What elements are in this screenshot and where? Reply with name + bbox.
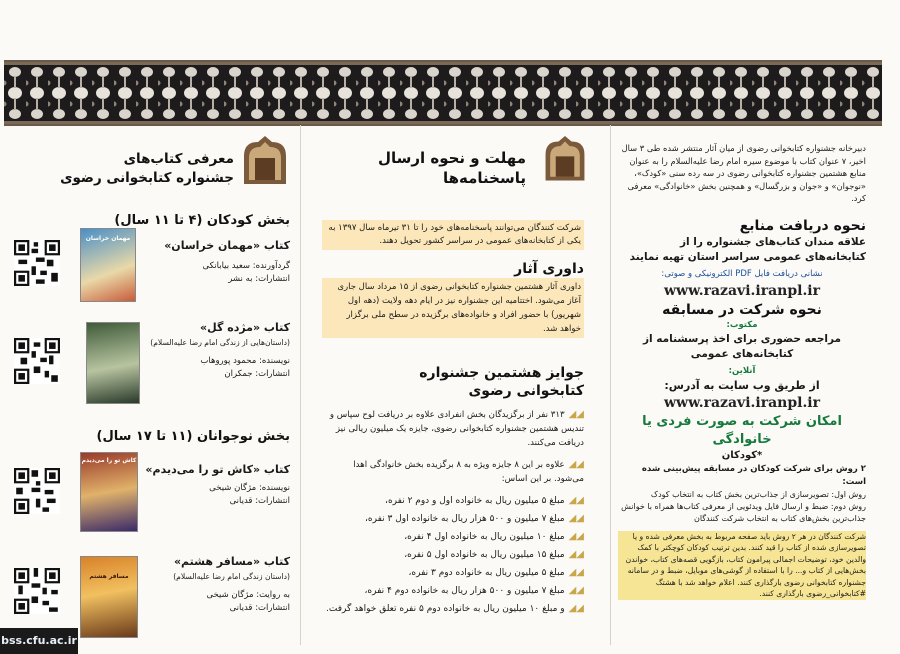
book-4-subtitle: (داستان زندگی امام رضا علیه‌السلام) [173,572,290,581]
book-4-meta-2: انتشارات: قدیانی [229,603,290,613]
bullet-icon: ◢◢ [568,495,584,506]
website-link-1[interactable]: www.razavi.iranpl.ir [663,282,821,299]
kids-highlight: شرکت کنندگان در هر ۲ روش باید صفحه مربوط به بخش معرفی شده و یا تصویرسازی شده از کتاب را قید کنند. بدین ترتیب کودکان کوچکتر با کمک والدین خود، توضیحات اجمالی پیرامون کتاب، بازگویی قصه‌های کتاب، خواندن بخش‌هایی از کتاب و... را با استفاده از گوشی‌های موبایل، ضبط و در سامانه جشنواره کتابخوانی رضوی بارگذاری کنند. اعلام خواهد شد با هشتگ #کتابخوانی_رضوی بارگذاری کنند. [618,531,866,600]
book-3-info [120,462,290,508]
bullet-icon: ◢◢ [568,603,584,614]
written-label: مکتوب: [726,319,758,330]
decorative-emblem-icon [540,136,590,186]
kids-section-title: بخش کودکان (۴ تا ۱۱ سال) [114,213,290,228]
sources-text: علاقه مندان کتاب‌های جشنواره را از کتابخانه‌های عمومی سراسر استان تهیه نمایند [629,235,866,263]
book-2-meta-1: نویسنده: محمود پوروهاب [200,356,290,366]
bullet-icon: ◢◢ [568,513,584,524]
qr-code-icon [14,468,60,514]
book-3-title: کتاب «کاش تو را می‌دیدم» [145,463,290,476]
kids-text-1: ۲ روش برای شرکت کودکان در مسابقه پیش‌بینی شده است: [641,463,866,487]
qr-code-icon [14,568,60,614]
intro-text: دبیرخانه جشنواره کتابخوانی رضوی از میان آثار منتشر شده طی ۳ سال اخیر، ۷ عنوان کتاب با موضوع سیره امام رضا علیه‌السلام را به عنوان منابع هشتمین جشنواره کتابخوانی رضوی در سه رده سنی «کودک»، «نوجوان» و «جوان و بزرگسال» و همچنین بخش «خانوادگی» معرفی کرد. [621,143,866,203]
prizes-paragraph-1-text: ۳۱۳ نفر از برگزیدگان بخش انفرادی علاوه بر دریافت لوح سپاس و تندیس هشتمین جشنواره کتابخوانی رضوی، جایزه یک میلیون ریالی نیز دریافت می‌کنند. [329,410,584,448]
left-column [10,128,290,613]
ornament-pattern [4,62,882,124]
left-title-line-1: معرفی کتاب‌های [123,151,234,167]
decorative-emblem-icon [238,136,292,190]
bullet-icon: ◢◢ [568,531,584,542]
column-divider [610,125,611,645]
book-cover-mozhdeh-gol [86,322,140,404]
prizes-title-line-1: جوایز هشتمین جشنواره [419,365,584,381]
right-column [618,142,866,600]
list-item: ◢◢مبلغ ۱۵ میلیون ریال به خانواده اول ۵ نفره، [404,549,584,560]
book-1-title: کتاب «مهمان خراسان» [164,239,290,252]
bullet-icon: ◢◢ [568,459,584,470]
qr-code-icon [14,338,60,384]
prizes-paragraph-2 [322,458,584,486]
family-title: امکان شرکت به صورت فردی یا خانوادگی [642,413,842,447]
book-4-meta-1: به روایت: مژگان شیخی [206,590,290,600]
kids-text-3: روش دوم: ضبط و ارسال فایل ویدئویی از معرفی کتاب‌ها همراه با خوانش جذاب‌ترین بخش‌های کتاب به انتخاب شرکت کنندگان [621,501,866,523]
online-text: از طریق وب سایت به آدرس: [664,378,820,392]
written-text: مراجعه حضوری برای اخذ پرسشنامه از کتابخانه‌های عمومی [642,332,842,360]
book-cover-mosafer-hashtom [80,556,138,638]
prizes-title-line-2: کتابخوانی رضوی [468,383,584,399]
list-item: ◢◢مبلغ ۷ میلیون و ۵۰۰ هزار ریال به خانواده دوم ۴ نفره، [364,585,584,596]
decorative-border-band [4,60,882,126]
list-item: ◢◢مبلغ ۱۰ میلیون ریال به خانواده اول ۴ نفره، [404,531,584,542]
deadline-text: شرکت کنندگان می‌توانند پاسخنامه‌های خود را تا ۳۱ تیرماه سال ۱۳۹۷ به یکی از کتابخانه‌های عمومی در سراسر کشور تحویل دهند. [322,220,584,250]
book-1-meta-1: گردآورنده: سعید بیابانکی [202,261,290,271]
sources-title: نحوه دریافت منابع [739,217,866,234]
book-3-meta-2: انتشارات: قدیانی [229,496,290,506]
list-item: ◢◢و مبلغ ۱۰ میلیون ریال به خانواده دوم ۵ نفره تعلق خواهد گرفت. [326,603,584,614]
bullet-icon: ◢◢ [568,567,584,578]
online-label: آنلاین: [728,365,756,376]
prizes-paragraph-1 [322,408,584,450]
book-1-cover-title: مهمان خراسان [85,235,131,242]
participate-title: نحوه شرکت در مسابقه [662,301,822,318]
website-link-2[interactable]: www.razavi.iranpl.ir [663,394,821,411]
list-item: ◢◢مبلغ ۷ میلیون و ۵۰۰ هزار ریال به خانواده اول ۳ نفره، [365,513,584,524]
bullet-icon: ◢◢ [568,549,584,560]
book-2-title: کتاب «مژده گل» [200,321,290,334]
qr-code-icon [14,240,60,286]
site-footer-label[interactable]: bss.cfu.ac.ir [0,628,78,654]
judging-text: داوری آثار هشتمین جشنواره کتابخوانی رضوی از ۱۵ مرداد سال جاری آغاز می‌شود. اختتامیه این جشنواره نیز در ایام دهه ولایت (دهه اول شهریور) با حضور افراد و خانواده‌های برگزیده در سطح ملی برگزار خواهد شد. [322,278,584,338]
book-1-meta-2: انتشارات: به نشر [228,274,290,284]
book-3-cover-title: کاش تو را می‌دیدم [81,457,137,464]
list-item: ◢◢مبلغ ۵ میلیون ریال به خانواده دوم ۳ نفره، [408,567,584,578]
teens-section-title: بخش نوجوانان (۱۱ تا ۱۷ سال) [96,429,290,444]
book-4-cover-title: مسافر هشتم [89,573,129,580]
column-divider [300,125,301,645]
book-3-meta-1: نویسنده: مژگان شیخی [209,483,290,493]
middle-title-line-2: پاسخنامه‌ها [443,169,526,187]
kids-title: *کودکان [721,449,763,461]
book-1-info [140,238,290,286]
prizes-paragraph-2-text: علاوه بر این ۸ جایزه ویژه به ۸ برگزیده بخش خانوادگی اهدا می‌شود. بر این اساس: [353,460,584,484]
book-cover-kash-to-ra [80,452,138,532]
kids-text-2: روش اول: تصویرسازی از جذاب‌ترین بخش کتاب به انتخاب کودک [650,489,866,499]
judging-title: داوری آثار [514,261,584,277]
middle-column [322,128,584,618]
pdf-note: نشانی دریافت فایل PDF الکترونیکی و صوتی: [661,268,823,279]
list-item: ◢◢مبلغ ۵ میلیون ریال به خانواده اول و دوم ۲ نفره، [385,495,584,506]
left-title-line-2: جشنواره کتابخوانی رضوی [60,170,234,186]
book-4-title: کتاب «مسافر هشتم» [173,555,290,568]
book-2-subtitle: (داستان‌هایی از زندگی امام رضا علیه‌السلام) [150,338,290,347]
book-2-meta-2: انتشارات: جمکران [224,369,290,379]
bullet-icon: ◢◢ [568,409,584,420]
book-cover-mehman-khorasan [80,228,136,302]
middle-title-line-1: مهلت و نحوه ارسال [377,149,526,167]
prizes-list [322,492,584,618]
bullet-icon: ◢◢ [568,585,584,596]
